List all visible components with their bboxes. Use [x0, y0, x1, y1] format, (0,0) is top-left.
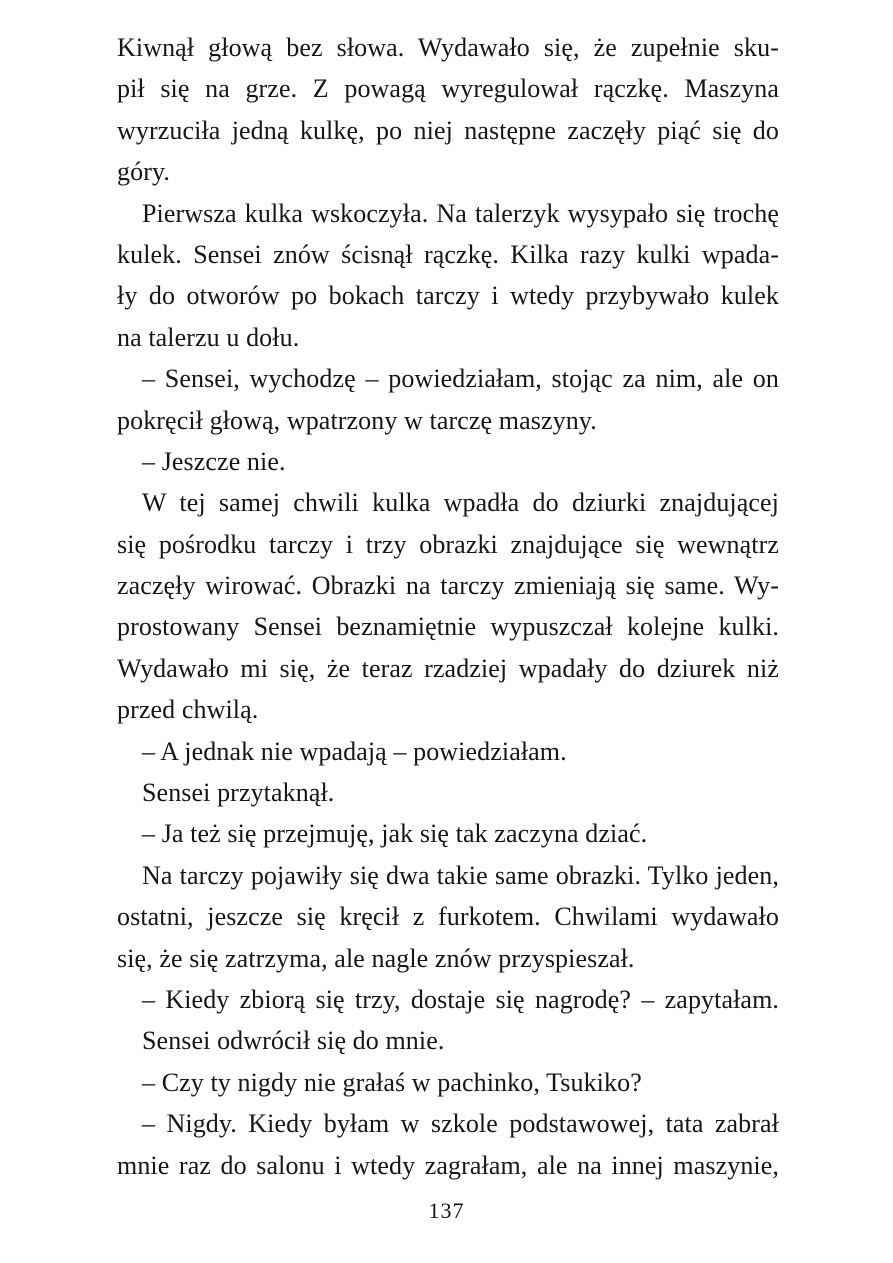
text-line: kulek. Sensei znów ścisnął rączkę. Kilka razy kulki wpada- — [117, 239, 779, 269]
body-text — [117, 27, 779, 1186]
text-line: Sensei przytaknął. — [142, 778, 335, 808]
page-number: 137 — [428, 1198, 465, 1223]
text-line: przed chwilą. — [117, 695, 259, 725]
text-line: Na tarczy pojawiły się dwa takie same obrazki. Tylko jeden, — [142, 860, 779, 890]
text-line: Kiwnął głową bez słowa. Wydawało się, że zupełnie sku- — [117, 33, 779, 62]
text-line: wyrzuciła jedną kulkę, po niej następne zaczęły piąć się do — [117, 115, 779, 145]
text-line: – Czy ty nigdy nie grałaś w pachinko, Tsukiko? — [142, 1067, 642, 1097]
text-line: pił się na grze. Z powagą wyregulował rączkę. Maszyna — [117, 74, 779, 104]
text-line: ły do otworów po bokach tarczy i wtedy przybywało kulek — [117, 281, 779, 311]
text-line: prostowany Sensei beznamiętnie wypuszczał kolejne kulki. — [117, 612, 779, 642]
text-line: Wydawało mi się, że teraz rzadziej wpadały do dziurek niż — [117, 653, 779, 683]
text-line: – Nigdy. Kiedy byłam w szkole podstawowej, tata zabrał — [142, 1109, 779, 1139]
text-line: – Sensei, wychodzę – powiedziałam, stojąc za nim, ale on — [142, 364, 779, 394]
text-line: – A jednak nie wpadają – powiedziałam. — [142, 736, 567, 766]
text-line: pokręcił głową, wpatrzony w tarczę maszyny. — [117, 405, 597, 435]
text-line: na talerzu u dołu. — [117, 322, 300, 352]
text-line: mnie raz do salonu i wtedy zagrałam, ale na innej maszynie, — [117, 1150, 779, 1180]
text-line: zaczęły wirować. Obrazki na tarczy zmieniają się same. Wy- — [117, 571, 779, 601]
text-line: – Jeszcze nie. — [142, 446, 286, 476]
text-line: Pierwsza kulka wskoczyła. Na talerzyk wysypało się trochę — [142, 198, 779, 228]
text-line: góry. — [117, 157, 170, 187]
text-line: się pośrodku tarczy i trzy obrazki znajdujące się wewnątrz — [117, 529, 779, 559]
text-line: Sensei odwrócił się do mnie. — [142, 1026, 445, 1056]
text-line: ostatni, jeszcze się kręcił z furkotem. Chwilami wydawało — [117, 902, 779, 932]
text-line: się, że się zatrzyma, ale nagle znów przyspieszał. — [117, 943, 635, 973]
text-line: – Ja też się przejmuję, jak się tak zaczyna dziać. — [142, 819, 648, 849]
text-line: – Kiedy zbiorą się trzy, dostaje się nagrodę? – zapytałam. — [142, 984, 779, 1014]
text-line: W tej samej chwili kulka wpadła do dziurki znajdującej — [142, 488, 779, 518]
